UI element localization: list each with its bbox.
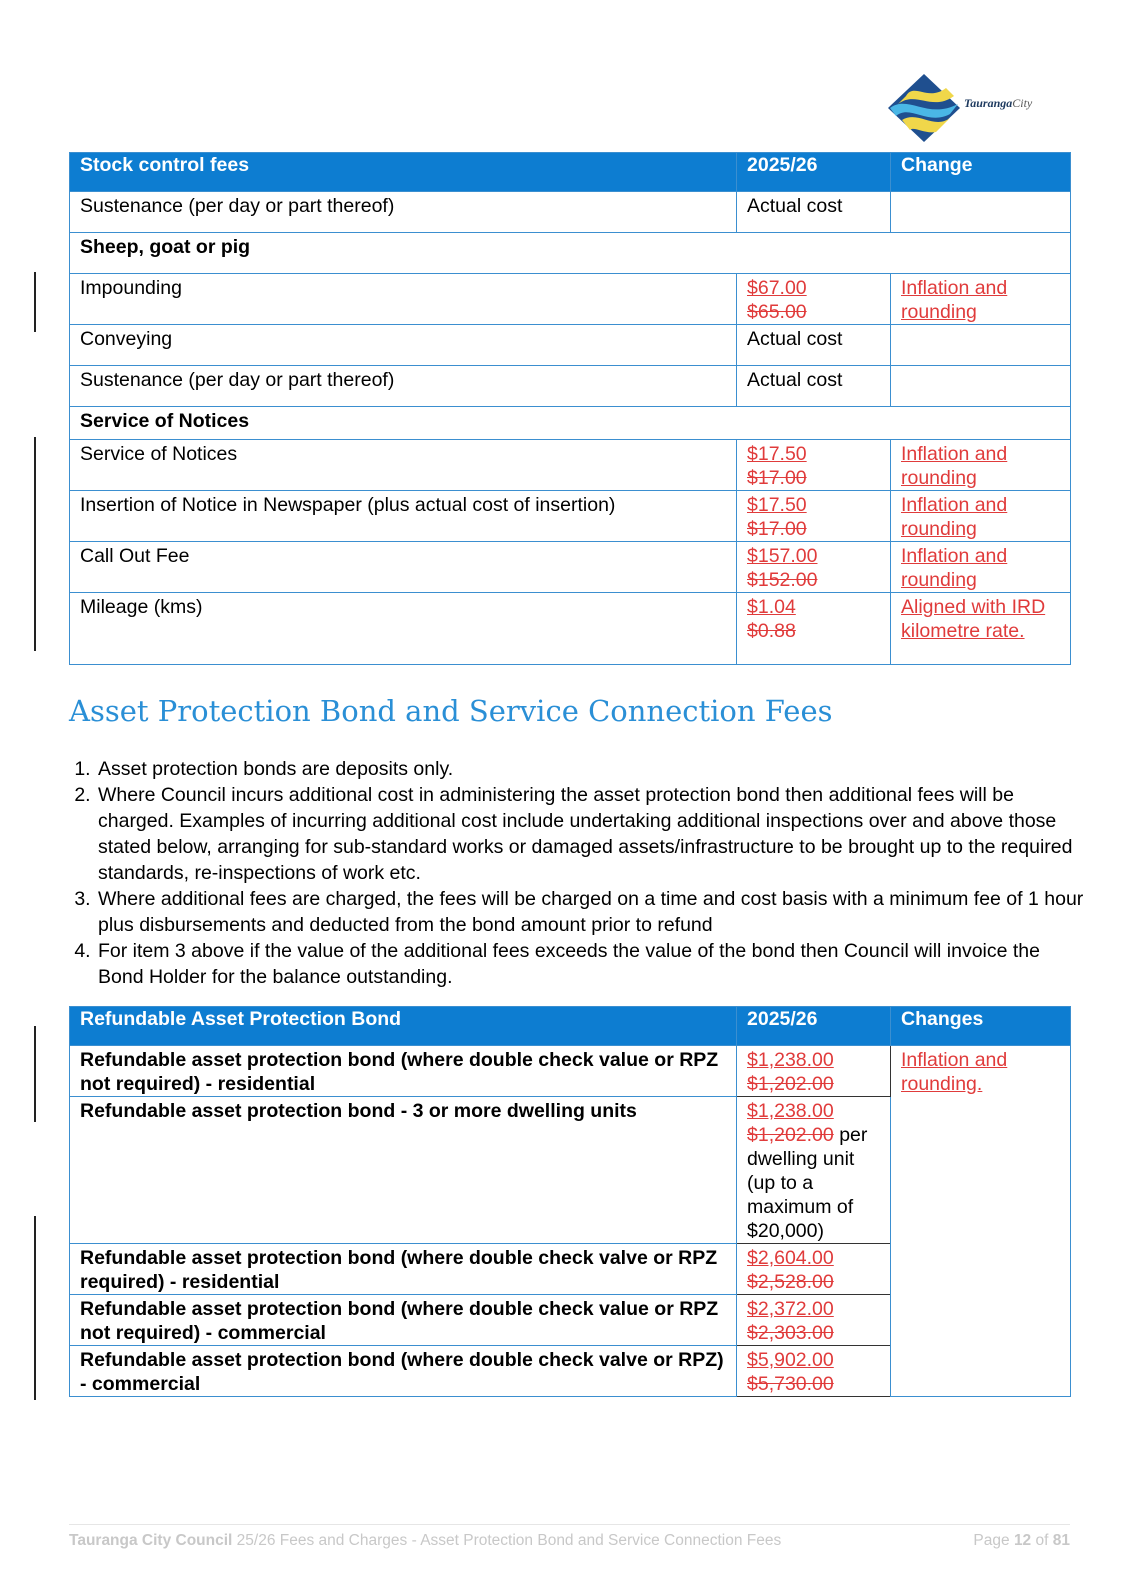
change-bar <box>34 1026 36 1122</box>
row-item: Impounding <box>70 274 737 325</box>
stock-control-fees-table <box>69 152 1071 665</box>
row-value: Actual cost <box>737 192 891 233</box>
row-item: Sustenance (per day or part thereof) <box>70 366 737 407</box>
fee-suffix: per dwelling unit (up to a maximum of $20,000) <box>747 1124 868 1242</box>
footer-document-title: Tauranga City Council 25/26 Fees and Charges - Asset Protection Bond and Service Connection Fees <box>69 1532 782 1549</box>
row-value <box>737 542 891 593</box>
table-row <box>70 542 1071 593</box>
old-fee: $5,730.00 <box>747 1373 834 1395</box>
row-change <box>891 325 1071 366</box>
row-item: Refundable asset protection bond (where double check valve or RPZ) - commercial <box>70 1346 737 1397</box>
change-bar <box>34 1216 36 1400</box>
row-change: Aligned with IRD kilometre rate. <box>891 593 1071 665</box>
table-row <box>70 192 1071 233</box>
table-row-subheading <box>70 233 1071 274</box>
footer-page-number: Page 12 of 81 <box>973 1532 1070 1549</box>
table-row <box>70 366 1071 407</box>
row-value: Actual cost <box>737 366 891 407</box>
row-value <box>737 274 891 325</box>
change-bar <box>34 272 36 332</box>
row-value <box>737 491 891 542</box>
old-fee: $2,528.00 <box>747 1271 834 1293</box>
row-change: Inflation and rounding <box>891 491 1071 542</box>
old-fee: $1,202.00 <box>747 1124 834 1146</box>
list-item: 3. Where additional fees are charged, the fees will be charged on a time and cost basis with a minimum fee of 1 hour plus disbursements and deducted from the bond amount prior to refund <box>96 886 1086 938</box>
col-header-item: Stock control fees <box>70 153 737 192</box>
row-change: Inflation and rounding <box>891 542 1071 593</box>
new-fee: $17.50 <box>747 443 807 465</box>
table-row <box>70 274 1071 325</box>
col-header-year: 2025/26 <box>737 1007 891 1046</box>
section-title: Asset Protection Bond and Service Connection Fees <box>69 694 833 728</box>
list-item: 4. For item 3 above if the value of the additional fees exceeds the value of the bond then Council will invoice the Bond Holder for the balance outstanding. <box>96 938 1086 990</box>
list-item: 1. Asset protection bonds are deposits only. <box>96 756 1086 782</box>
table-row <box>70 491 1071 542</box>
old-fee: $17.00 <box>747 518 807 540</box>
new-fee: $1.04 <box>747 596 796 618</box>
row-item: Refundable asset protection bond (where double check value or RPZ not required) - commercial <box>70 1295 737 1346</box>
old-fee: $65.00 <box>747 301 807 323</box>
table-row <box>70 1046 1071 1097</box>
row-value: Actual cost <box>737 325 891 366</box>
row-value <box>737 593 891 665</box>
row-item: Refundable asset protection bond - 3 or more dwelling units <box>70 1097 737 1244</box>
table-header-row <box>70 1007 1071 1046</box>
notes-list <box>69 756 1086 990</box>
new-fee: $5,902.00 <box>747 1349 834 1371</box>
row-change: Inflation and rounding <box>891 274 1071 325</box>
new-fee: $1,238.00 <box>747 1049 834 1071</box>
row-item: Refundable asset protection bond (where double check valve or RPZ required) - residential <box>70 1244 737 1295</box>
old-fee: $1,202.00 <box>747 1073 834 1095</box>
col-header-changes: Changes <box>891 1007 1071 1046</box>
table-row <box>70 593 1071 665</box>
old-fee: $152.00 <box>747 569 818 591</box>
table-header-row <box>70 153 1071 192</box>
row-value <box>737 1346 891 1397</box>
row-item: Insertion of Notice in Newspaper (plus actual cost of insertion) <box>70 491 737 542</box>
row-item: Call Out Fee <box>70 542 737 593</box>
col-header-item: Refundable Asset Protection Bond <box>70 1007 737 1046</box>
footer-rule <box>69 1524 1070 1525</box>
row-item: Mileage (kms) <box>70 593 737 665</box>
change-bar <box>34 437 36 651</box>
new-fee: $2,372.00 <box>747 1298 834 1320</box>
row-item: Service of Notices <box>70 440 737 491</box>
row-value <box>737 1097 891 1244</box>
table-row-subheading <box>70 407 1071 440</box>
new-fee: $67.00 <box>747 277 807 299</box>
new-fee: $2,604.00 <box>747 1247 834 1269</box>
old-fee: $17.00 <box>747 467 807 489</box>
new-fee: $17.50 <box>747 494 807 516</box>
row-item: Sustenance (per day or part thereof) <box>70 192 737 233</box>
col-header-year: 2025/26 <box>737 153 891 192</box>
new-fee: $1,238.00 <box>747 1100 834 1122</box>
subheading: Sheep, goat or pig <box>70 233 1071 274</box>
row-change <box>891 192 1071 233</box>
row-change: Inflation and rounding <box>891 440 1071 491</box>
logo-wordmark: TaurangaCity <box>964 96 1033 110</box>
row-value <box>737 1295 891 1346</box>
table-row <box>70 325 1071 366</box>
new-fee: $157.00 <box>747 545 818 567</box>
asset-protection-bond-table <box>69 1006 1071 1397</box>
old-fee: $2,303.00 <box>747 1322 834 1344</box>
row-value <box>737 1244 891 1295</box>
list-item: 2. Where Council incurs additional cost in administering the asset protection bond then additional fees will be charged. Examples of incurring additional cost include undertaking additional inspections over and above those stated below, arranging for sub-standard works or damaged assets/infrastructure to be brought up to the required standards, re-inspections of work etc. <box>96 782 1086 886</box>
table-row <box>70 440 1071 491</box>
subheading: Service of Notices <box>70 407 1071 440</box>
row-value <box>737 440 891 491</box>
row-value <box>737 1046 891 1097</box>
row-item: Refundable asset protection bond (where double check value or RPZ not required) - residential <box>70 1046 737 1097</box>
row-change <box>891 366 1071 407</box>
old-fee: $0.88 <box>747 620 796 642</box>
row-item: Conveying <box>70 325 737 366</box>
row-change: Inflation and rounding. <box>891 1046 1071 1397</box>
col-header-change: Change <box>891 153 1071 192</box>
